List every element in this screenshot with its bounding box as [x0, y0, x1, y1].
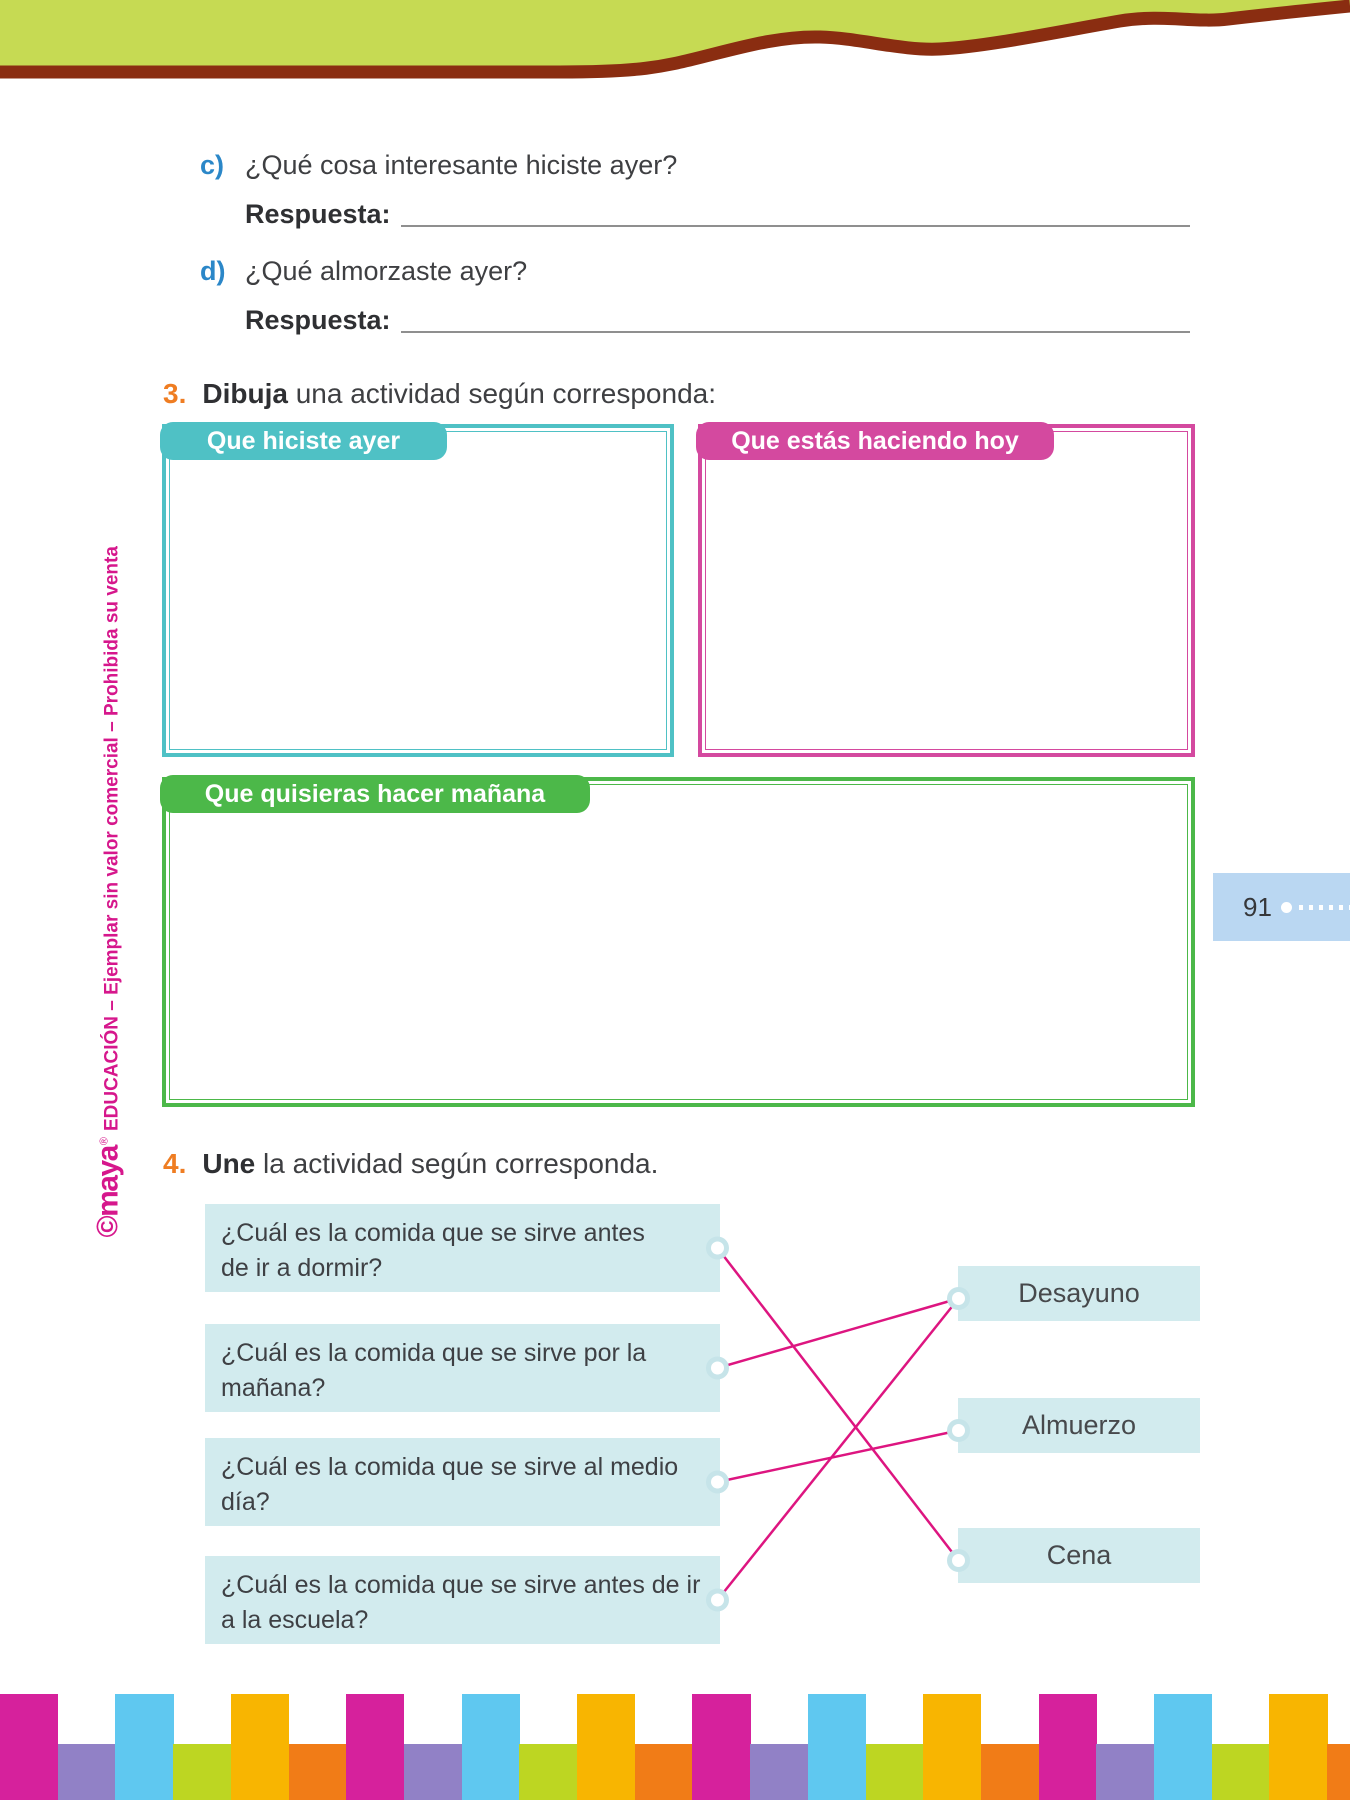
match-question-line: a la escuela? — [221, 1606, 369, 1634]
section4-heading — [163, 1148, 658, 1180]
respuesta-label-d: Respuesta: — [245, 305, 391, 335]
header-wave-band — [0, 0, 1350, 120]
section3-instruction: una actividad según corresponda: — [295, 378, 716, 409]
match-question-manana — [205, 1324, 720, 1412]
match-question-line: mañana? — [221, 1374, 326, 1402]
footer-bar-purple — [58, 1744, 116, 1800]
match-question-escuela — [205, 1556, 720, 1644]
page-number: 91 — [1243, 892, 1272, 922]
draw-box-tomorrow-tab: Que quisieras hacer mañana — [160, 775, 590, 813]
copyright-text: EDUCACIÓN – Ejemplar sin valor comercial – Prohibida su venta — [101, 546, 123, 1132]
match-answer-cena: Cena — [958, 1528, 1200, 1583]
answer-row-d — [245, 304, 1190, 336]
match-question-line: día? — [221, 1488, 270, 1516]
section3-heading — [163, 378, 716, 410]
match-answer-almuerzo: Almuerzo — [958, 1398, 1200, 1453]
draw-box-today-inner-border — [705, 431, 1188, 750]
section4-number: 4. — [163, 1148, 187, 1179]
draw-box-today-tab: Que estás haciendo hoy — [696, 422, 1054, 460]
connector-dot-almuerzo[interactable] — [947, 1419, 970, 1442]
section4-verb: Une — [202, 1148, 256, 1179]
connector-dot-q2[interactable] — [706, 1357, 729, 1380]
page-tab-dotted-line — [1299, 905, 1350, 910]
match-answer-desayuno: Desayuno — [958, 1266, 1200, 1321]
draw-box-yesterday-inner-border — [169, 431, 667, 750]
footer-bar-orange — [635, 1744, 693, 1800]
match-question-line: ¿Cuál es la comida que se sirve antes de ir — [221, 1571, 701, 1599]
maya-logo: ©maya — [91, 1146, 125, 1238]
match-question-line: ¿Cuál es la comida que se sirve por la — [221, 1339, 647, 1367]
connector-dot-desayuno[interactable] — [947, 1287, 970, 1310]
connector-dot-cena[interactable] — [947, 1549, 970, 1572]
respuesta-label-c: Respuesta: — [245, 199, 391, 229]
footer-bar-sky-blue — [462, 1694, 520, 1800]
draw-box-yesterday-tab: Que hiciste ayer — [160, 422, 447, 460]
question-c: ¿Qué cosa interesante hiciste ayer? — [245, 150, 678, 180]
footer-bar-orange — [289, 1744, 347, 1800]
footer-bar-orange — [1327, 1744, 1350, 1800]
registered-mark: ® — [98, 1137, 111, 1146]
footer-bar-magenta — [1039, 1694, 1097, 1800]
sidebar-copyright — [91, 546, 125, 1238]
footer-bar-purple — [750, 1744, 808, 1800]
draw-box-today[interactable] — [698, 424, 1195, 757]
answer-blank-line-c[interactable] — [401, 224, 1190, 227]
item-letter-c: c) — [200, 150, 225, 180]
footer-bar-magenta — [346, 1694, 404, 1800]
item-letter-d: d) — [200, 256, 226, 286]
footer-color-bars — [0, 1694, 1350, 1800]
draw-box-tomorrow[interactable] — [162, 777, 1195, 1107]
footer-bar-orange — [981, 1744, 1039, 1800]
footer-bar-sky-blue — [808, 1694, 866, 1800]
footer-bar-amber — [577, 1694, 635, 1800]
footer-bar-sky-blue — [115, 1694, 173, 1800]
answer-row-c — [245, 198, 1190, 230]
page-number-tab — [1213, 873, 1350, 941]
connector-dot-q4[interactable] — [706, 1589, 729, 1612]
section3-number: 3. — [163, 378, 187, 409]
footer-bar-amber — [923, 1694, 981, 1800]
footer-bar-lime — [519, 1744, 577, 1800]
footer-bar-sky-blue — [1154, 1694, 1212, 1800]
footer-bar-lime — [866, 1744, 924, 1800]
footer-bar-lime — [1212, 1744, 1270, 1800]
page-tab-dot-icon — [1281, 902, 1292, 913]
connector-dot-q3[interactable] — [706, 1471, 729, 1494]
question-d: ¿Qué almorzaste ayer? — [245, 256, 528, 286]
footer-bar-amber — [231, 1694, 289, 1800]
footer-bar-magenta — [0, 1694, 58, 1800]
answer-blank-line-d[interactable] — [401, 330, 1190, 333]
footer-bar-lime — [173, 1744, 231, 1800]
match-question-dormir — [205, 1204, 720, 1292]
footer-bar-amber — [1269, 1694, 1327, 1800]
match-question-mediodia — [205, 1438, 720, 1526]
footer-bar-purple — [404, 1744, 462, 1800]
match-question-line: ¿Cuál es la comida que se sirve al medio — [221, 1453, 679, 1481]
footer-bar-magenta — [692, 1694, 750, 1800]
match-question-line: ¿Cuál es la comida que se sirve antes — [221, 1219, 645, 1247]
section3-verb: Dibuja — [202, 378, 288, 409]
connector-dot-q1[interactable] — [706, 1237, 729, 1260]
match-question-line: de ir a dormir? — [221, 1254, 383, 1282]
draw-box-yesterday[interactable] — [162, 424, 674, 757]
section4-instruction: la actividad según corresponda. — [263, 1148, 659, 1179]
footer-bar-purple — [1096, 1744, 1154, 1800]
draw-box-tomorrow-inner-border — [169, 784, 1188, 1100]
